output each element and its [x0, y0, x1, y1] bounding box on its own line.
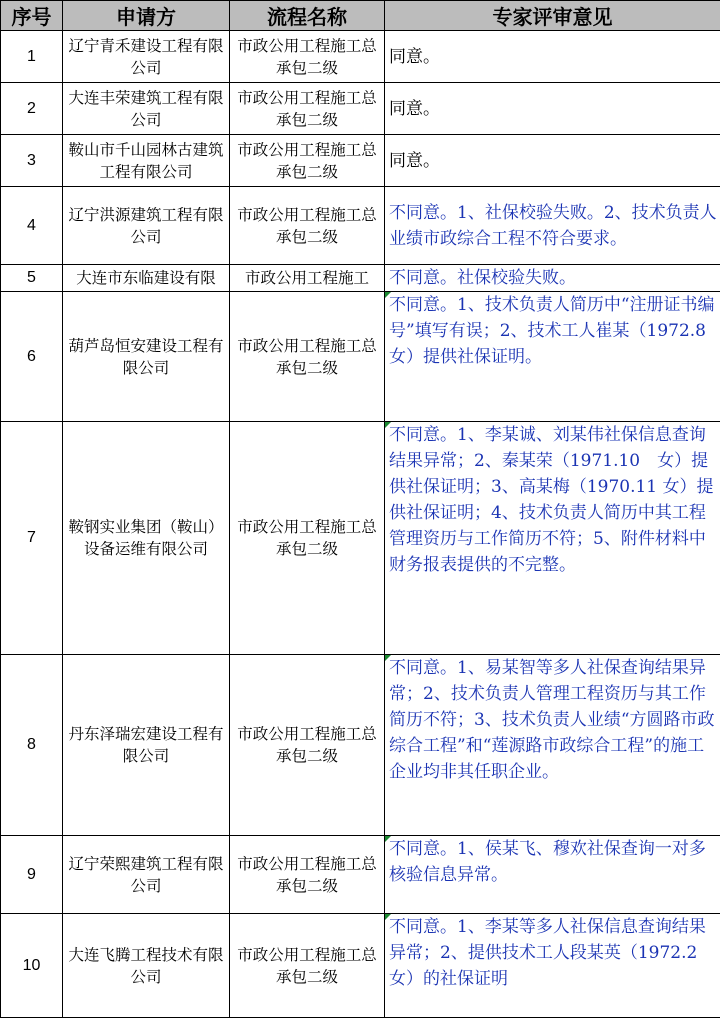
table-row [1, 83, 720, 135]
table-row [1, 187, 720, 265]
applicant-cell: 辽宁荣熙建筑工程有限公司 [63, 836, 230, 914]
comment-marker-icon [385, 292, 391, 298]
process-cell: 市政公用工程施工总承包二级 [230, 655, 385, 836]
row-number: 3 [1, 135, 63, 187]
applicant-cell: 辽宁洪源建筑工程有限公司 [63, 187, 230, 265]
process-cell: 市政公用工程施工总承包二级 [230, 422, 385, 655]
opinion-text: 不同意。1、李某等多人社保信息查询结果异常；2、提供技术工人段某英（1972.2 女）的社保证明 [389, 917, 706, 989]
comment-marker-icon [385, 836, 391, 842]
applicant-cell: 大连飞腾工程技术有限公司 [63, 914, 230, 1018]
applicant-cell: 鞍山市千山园林古建筑工程有限公司 [63, 135, 230, 187]
opinion-cell [385, 914, 720, 1018]
table-row [1, 292, 720, 422]
table-row [1, 914, 720, 1018]
process-cell: 市政公用工程施工总承包二级 [230, 135, 385, 187]
row-number: 1 [1, 31, 63, 83]
table-row [1, 31, 720, 83]
opinion-cell: 不同意。1、社保校验失败。2、技术负责人业绩市政综合工程不符合要求。 [385, 187, 720, 265]
table-row [1, 836, 720, 914]
opinion-text: 不同意。1、侯某飞、穆欢社保查询一对多核验信息异常。 [389, 839, 706, 885]
table-row [1, 135, 720, 187]
opinion-cell [385, 655, 720, 836]
row-number: 10 [1, 914, 63, 1018]
col-header-opinion: 专家评审意见 [385, 1, 720, 31]
opinion-cell: 同意。 [385, 31, 720, 83]
opinion-cell: 不同意。社保校验失败。 [385, 265, 720, 292]
process-cell: 市政公用工程施工总承包二级 [230, 292, 385, 422]
col-header-applicant: 申请方 [63, 1, 230, 31]
col-header-process: 流程名称 [230, 1, 385, 31]
applicant-cell: 葫芦岛恒安建设工程有限公司 [63, 292, 230, 422]
table-row [1, 655, 720, 836]
applicant-cell: 鞍钢实业集团（鞍山）设备运维有限公司 [63, 422, 230, 655]
process-cell: 市政公用工程施工总承包二级 [230, 31, 385, 83]
applicant-cell: 辽宁青禾建设工程有限公司 [63, 31, 230, 83]
row-number: 6 [1, 292, 63, 422]
table-row [1, 265, 720, 292]
row-number: 2 [1, 83, 63, 135]
opinion-text: 不同意。1、李某诚、刘某伟社保信息查询结果异常；2、秦某荣（1971.10 女）提供社保证明；3、高某梅（1970.11 女）提供社保证明；4、技术负责人简历中其工程管理资历与工作简历不符；5、附件材料中财务报表提供的不完整。 [389, 425, 714, 575]
opinion-cell [385, 422, 720, 655]
row-number: 8 [1, 655, 63, 836]
process-cell: 市政公用工程施工总承包二级 [230, 83, 385, 135]
opinion-cell [385, 836, 720, 914]
row-number: 5 [1, 265, 63, 292]
process-cell: 市政公用工程施工总承包二级 [230, 914, 385, 1018]
col-header-number: 序号 [1, 1, 63, 31]
opinion-cell [385, 292, 720, 422]
row-number: 9 [1, 836, 63, 914]
table-row [1, 422, 720, 655]
opinion-cell: 同意。 [385, 135, 720, 187]
process-cell: 市政公用工程施工 [230, 265, 385, 292]
opinion-cell: 同意。 [385, 83, 720, 135]
opinion-text: 不同意。1、技术负责人简历中“注册证书编号”填写有误；2、技术工人崔某（1972.8 女）提供社保证明。 [389, 295, 715, 367]
process-cell: 市政公用工程施工总承包二级 [230, 187, 385, 265]
header-row [1, 1, 720, 31]
applicant-cell: 大连丰荣建筑工程有限公司 [63, 83, 230, 135]
process-cell: 市政公用工程施工总承包二级 [230, 836, 385, 914]
comment-marker-icon [385, 422, 391, 428]
row-number: 4 [1, 187, 63, 265]
comment-marker-icon [385, 914, 391, 920]
applicant-cell: 丹东泽瑞宏建设工程有限公司 [63, 655, 230, 836]
opinion-text: 不同意。1、易某智等多人社保查询结果异常；2、技术负责人管理工程资历与其工作简历不符；3、技术负责人业绩“方圆路市政综合工程”和“莲源路市政综合工程”的施工企业均非其任职企业。 [389, 658, 715, 782]
row-number: 7 [1, 422, 63, 655]
comment-marker-icon [385, 655, 391, 661]
applicant-cell: 大连市东临建设有限 [63, 265, 230, 292]
